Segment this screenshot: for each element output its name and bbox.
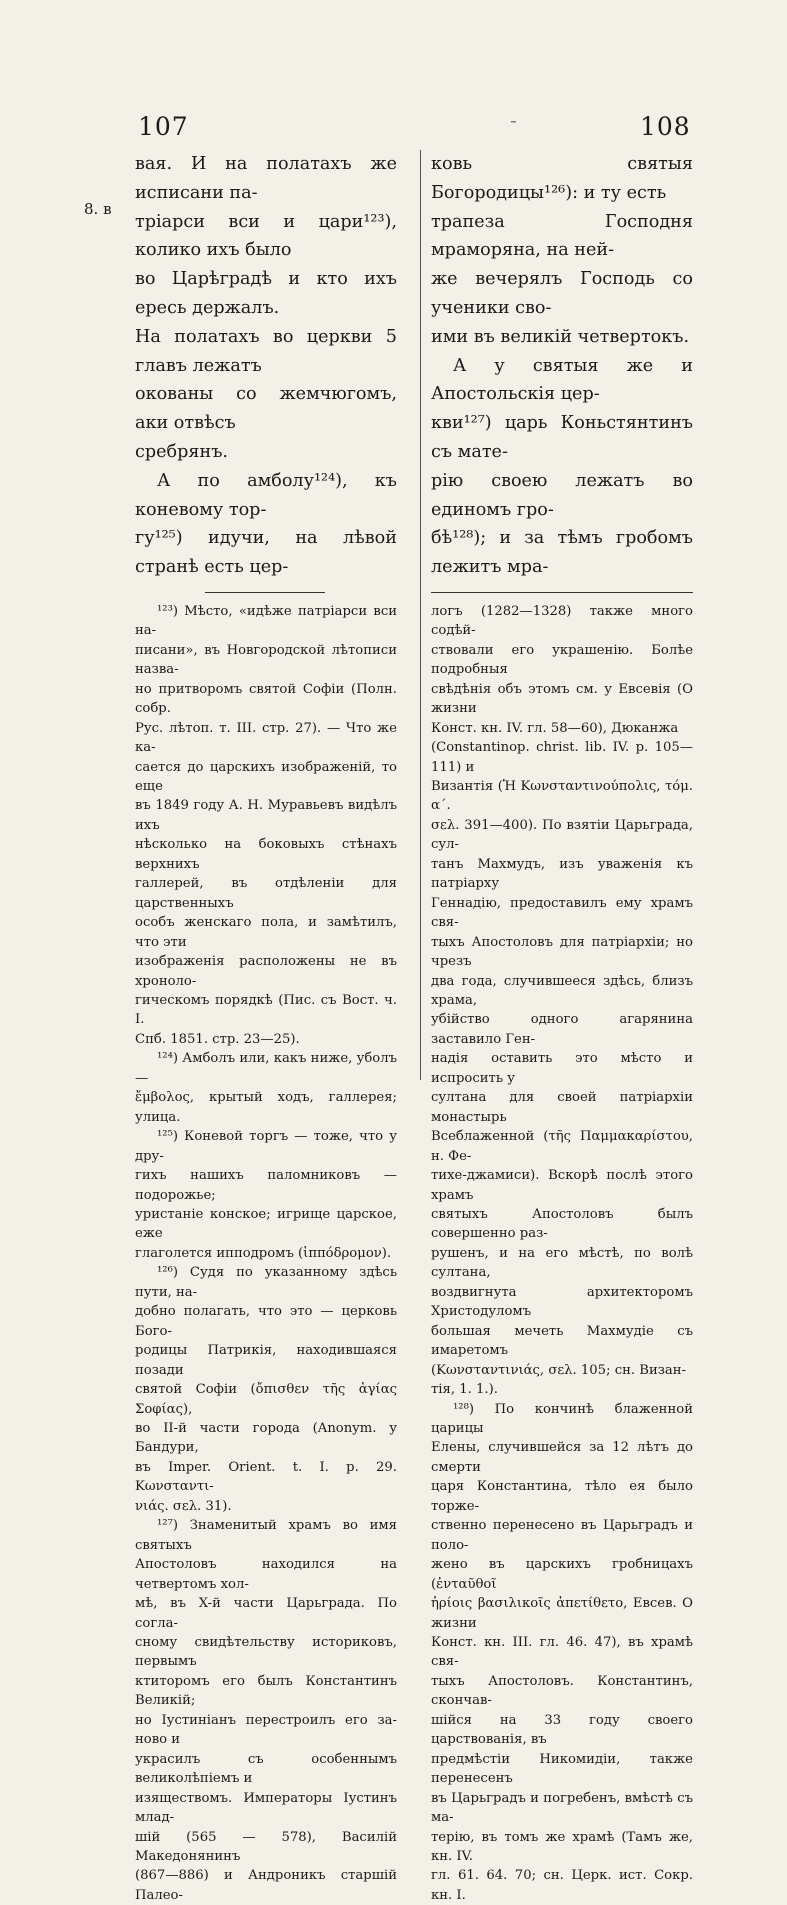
left-text-line-6: сребрянъ. [135, 441, 228, 462]
left-text-line-2: тріарси вси и цари¹²³), колико ихъ было [135, 211, 397, 261]
footnote-rule-right [431, 592, 693, 593]
right-footnote-line-14: султана для своей патріархіи монастырь [431, 1090, 693, 1125]
left-footnote-line-11: гическомъ порядкѣ (Пис. съ Вост. ч. I. [135, 993, 397, 1028]
right-footnote-line-31: шійся на 33 году своего царствованія, въ [431, 1712, 693, 1748]
left-footnote-line-22: святой Софіи (ὄπισθεν τῆς ἁγίας Σοφίας), [135, 1382, 397, 1417]
right-footnote-line-8: танъ Махмудъ, изъ уваженія къ патріарху [431, 856, 693, 892]
left-footnote-line-17: уристаніе конское; игрище царское, еже [135, 1207, 397, 1242]
right-footnote-line-24: Елены, случившейся за 12 лѣтъ до смерти [431, 1440, 693, 1475]
left-footnote-line-16: гихъ нашихъ паломниковъ — подорожье; [135, 1168, 397, 1203]
left-text-line-4: На полатахъ во церкви 5 главъ лежатъ [135, 326, 397, 376]
right-footnote-line-6: Византія (Ἡ Κωνσταντινούπολις, τόμ. α΄. [431, 779, 693, 814]
right-footnote-line-28: ἠρίοις βασιλικοῖς ἀπετίθετο, Евсев. О жизни [431, 1596, 693, 1631]
right-footnote-line-20: большая мечеть Махмудіе съ имаретомъ [431, 1323, 693, 1359]
right-text-line-6: кви¹²⁷) царь Коньстянтинъ съ мате- [431, 413, 693, 462]
right-footnote-line-30: тыхъ Апостоловъ. Константинъ, скончав- [431, 1673, 693, 1709]
right-footnote-line-33: въ Царьградъ и погребенъ, вмѣстѣ съ ма- [431, 1790, 693, 1826]
left-footnote-line-7: нѣсколько на боковыхъ стѣнахъ верхнихъ [135, 837, 397, 872]
left-footnote-line-26: ¹²⁷) Знаменитый храмъ во имя святыхъ [135, 1518, 397, 1553]
left-footnote-line-14: ἔμβολος, крытый ходъ, галлерея; улица. [135, 1090, 397, 1125]
left-footnote-line-18: глаголется ипподромъ (ἱππόδρομον). [135, 1245, 392, 1261]
right-column [431, 150, 693, 1905]
page-number-right: 108 [640, 112, 691, 141]
left-text-line-3: во Царѣградѣ и кто ихъ ересь держалъ. [135, 269, 397, 318]
right-footnote-line-34: терію, въ томъ же храмѣ (Тамъ же, кн. IV. [431, 1829, 693, 1864]
right-footnote-line-2: ствовали его украшенію. Болѣе подробныя [431, 642, 693, 678]
right-main-text [431, 150, 693, 582]
column-divider [420, 150, 421, 1080]
left-footnote-line-13: ¹²⁴) Амболъ или, какъ ниже, уболъ — [135, 1051, 397, 1086]
right-footnote-line-7: σελ. 391—400). По взятіи Царьграда, сул- [431, 817, 693, 853]
right-footnote-line-29: Конст. кн. III. гл. 46. 47), въ храмѣ свя- [431, 1634, 693, 1670]
left-footnote-line-3: но притворомъ святой Софіи (Полн. собр. [135, 681, 397, 717]
left-text-line-7: А по амболу¹²⁴), къ коневому тор- [135, 470, 397, 520]
right-footnote-line-12: убійство одного агарянина заставило Ген- [431, 1012, 693, 1047]
right-footnote-line-3: свѣдѣнія объ этомъ см. у Евсевія (О жизни [431, 681, 693, 717]
right-text-line-3: же вечерялъ Господь со ученики сво- [431, 269, 693, 318]
left-footnote-line-19: ¹²⁶) Судя по указанному здѣсь пути, на- [135, 1265, 397, 1300]
right-text-line-8: бѣ¹²⁸); и за тѣмъ гробомъ лежитъ мра- [431, 528, 693, 578]
left-footnote-line-5: сается до царскихъ изображеній, то еще [135, 759, 397, 795]
left-footnote-line-34: шій (565 — 578), Василій Македонянинъ [135, 1829, 397, 1864]
left-footnote-line-31: но Іустиніанъ перестроилъ его за-ново и [135, 1712, 397, 1748]
right-footnote-line-19: воздвигнута архитекторомъ Христодуломъ [431, 1284, 693, 1320]
left-footnote-line-4: Рус. лѣтоп. т. III. стр. 27). — Что же ка- [135, 720, 397, 756]
left-column [135, 150, 397, 1905]
right-text-line-4: ими въ великій четвертокъ. [431, 326, 690, 347]
left-text-line-5: окованы со жемчюгомъ, аки отвѣсъ [135, 384, 397, 434]
right-footnote-line-27: жено въ царскихъ гробницахъ (ἐνταῦθοῖ [431, 1557, 693, 1592]
right-footnote-line-32: предмѣстіи Никомидіи, также перенесенъ [431, 1751, 693, 1787]
right-footnotes [431, 602, 693, 1905]
right-footnote-line-5: (Constantinop. christ. lib. IV. p. 105—111) и [431, 740, 693, 775]
left-footnote-line-25: νιάς. σελ. 31). [135, 1498, 232, 1514]
left-footnote-line-32: украсилъ съ особеннымъ великолѣпіемъ и [135, 1751, 397, 1787]
left-footnote-line-23: во II-й части города (Anonym. у Бандури, [135, 1420, 397, 1456]
right-footnote-line-23: ¹²⁸) По кончинѣ блаженной царицы [431, 1401, 693, 1436]
right-footnote-line-4: Конст. кн. IV. гл. 58—60), Дюканжа [431, 720, 679, 736]
right-footnote-line-9: Геннадію, предоставилъ ему храмъ свя- [431, 895, 693, 931]
right-text-line-2: трапеза Господня мраморяна, на ней- [431, 211, 693, 261]
right-footnote-line-16: тихе-джамиси). Вскорѣ послѣ этого храмъ [431, 1168, 693, 1203]
right-footnote-line-35: гл. 61. 64. 70; сн. Церк. ист. Сокр. кн. I. [431, 1868, 693, 1903]
left-footnotes [135, 602, 397, 1905]
right-footnote-line-1: логъ (1282—1328) также много содѣй- [431, 603, 693, 639]
right-footnote-line-26: ственно перенесено въ Царьградъ и поло- [431, 1518, 693, 1553]
left-footnote-line-35: (867—886) и Андроникъ старшій Палео- [135, 1868, 397, 1903]
left-footnote-line-12: Спб. 1851. стр. 23—25). [135, 1031, 300, 1047]
left-text-line-1: вая. И на полатахъ же исписани па- [135, 154, 397, 203]
footnote-rule-left [205, 592, 325, 593]
header-dash: - [510, 108, 517, 132]
left-footnote-line-24: въ Imper. Orient. t. I. p. 29. Κωνσταντι- [135, 1459, 397, 1495]
left-footnote-line-9: особъ женскаго пола, и замѣтилъ, что эти [135, 915, 397, 950]
left-footnote-line-28: мѣ, въ X-й части Царьграда. По согла- [135, 1596, 397, 1631]
right-footnote-line-15: Всеблаженной (τῆς Παμμακαρίστου, н. Фе- [431, 1129, 693, 1164]
left-footnote-line-27: Апостоловъ находился на четвертомъ хол- [135, 1557, 397, 1592]
right-footnote-line-18: рушенъ, и на его мѣстѣ, по волѣ султана, [431, 1245, 693, 1281]
right-footnote-line-22: тія, 1. 1.). [431, 1382, 498, 1398]
right-text-line-7: рію своею лежатъ во единомъ гро- [431, 470, 693, 520]
left-footnote-line-33: изяществомъ. Императоры Іустинъ млад- [135, 1790, 397, 1826]
left-text-line-8: гу¹²⁵) идучи, на лѣвой странѣ есть цер- [135, 528, 397, 578]
left-footnote-line-15: ¹²⁵) Коневой торгъ — тоже, что у дру- [135, 1129, 397, 1164]
left-footnote-line-29: сному свидѣтельству историковъ, первымъ [135, 1634, 397, 1670]
right-text-line-1: ковь святыя Богородицы¹²⁶): и ту есть [431, 154, 693, 203]
left-footnote-line-10: изображенія расположены не въ хроноло- [135, 954, 397, 989]
right-text-line-5: А у святыя же и Апостольскія цер- [431, 355, 693, 405]
right-footnote-line-21: (Κωνσταντινιάς, σελ. 105; сн. Визан- [431, 1362, 687, 1378]
right-footnote-line-17: святыхъ Апостоловъ былъ совершенно раз- [431, 1207, 693, 1242]
left-footnote-line-6: въ 1849 году А. Н. Муравьевъ видѣлъ ихъ [135, 798, 397, 833]
page-number-left: 107 [138, 112, 189, 141]
right-footnote-line-10: тыхъ Апостоловъ для патріархіи; но чрезъ [431, 934, 693, 970]
right-footnote-line-11: два года, случившееся здѣсь, близъ храма, [431, 973, 693, 1009]
left-footnote-line-2: писани», въ Новгородской лѣтописи назва- [135, 642, 397, 678]
left-footnote-line-1: ¹²³) Мѣсто, «идѣже патріарси вси на- [135, 603, 397, 639]
left-footnote-line-30: ктиторомъ его былъ Константинъ Великій; [135, 1673, 397, 1709]
left-footnote-line-21: родицы Патрикія, находившаяся позади [135, 1343, 397, 1378]
right-footnote-line-13: надія оставить это мѣсто и испросить у [431, 1051, 693, 1086]
left-main-text [135, 150, 397, 582]
right-footnote-line-25: царя Константина, тѣло ея было торже- [431, 1479, 693, 1514]
left-footnote-line-8: галлерей, въ отдѣленіи для царственныхъ [135, 876, 397, 911]
left-footnote-line-20: добно полагать, что это — церковь Бого- [135, 1304, 397, 1339]
margin-note: 8. в [84, 200, 112, 218]
